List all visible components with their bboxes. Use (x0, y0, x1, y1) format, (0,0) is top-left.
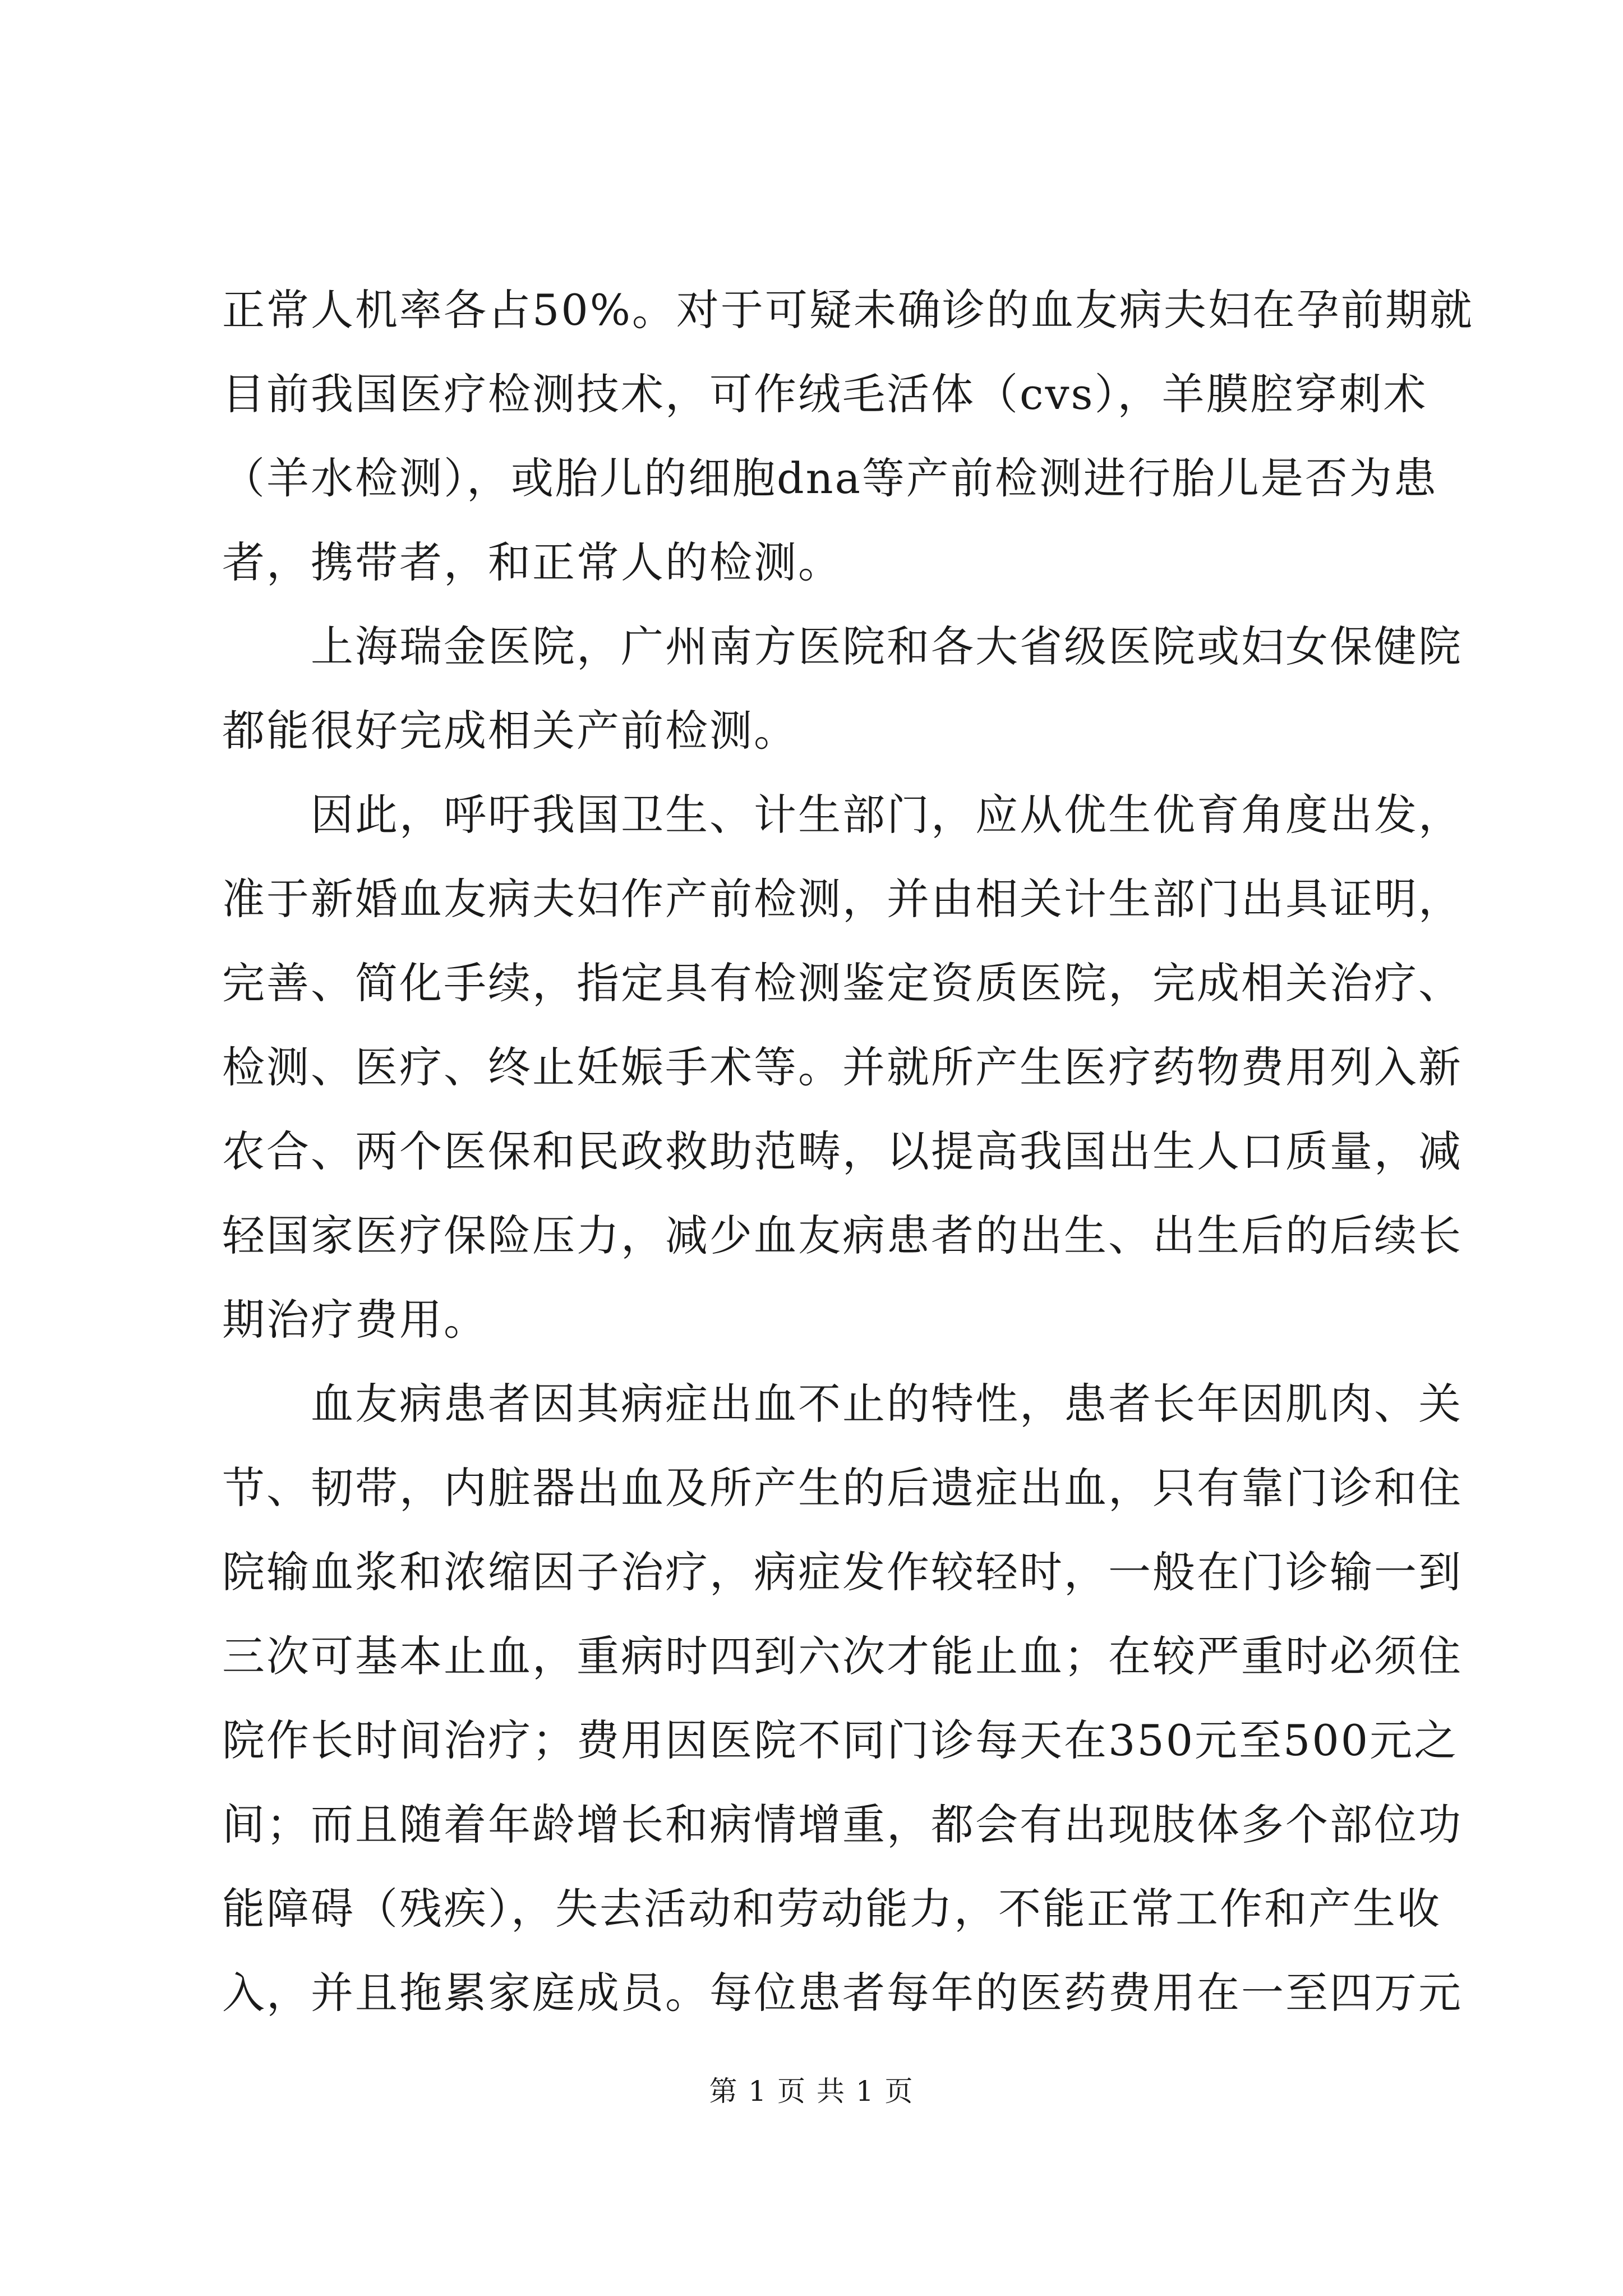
text-line: 目前我国医疗检测技术，可作绒毛活体（cvs），羊膜腔穿刺术 (222, 369, 1428, 419)
text-line: 农合、两个医保和民政救助范畴，以提高我国出生人口质量，减 (222, 1126, 1463, 1176)
text-line: 入，并且拖累家庭成员。每位患者每年的医药费用在一至四万元 (222, 1968, 1463, 2018)
text-line: 都能很好完成相关产前检测。 (222, 706, 798, 756)
text-line: （羊水检测），或胎儿的细胞dna等产前检测进行胎儿是否为患 (222, 453, 1438, 503)
text-line: 准于新婚血友病夫妇作产前检测，并由相关计生部门出具证明， (222, 874, 1463, 924)
text-line: 正常人机率各占50%。对于可疑未确诊的血友病夫妇在孕前期就 (222, 285, 1474, 335)
text-line: 三次可基本止血，重病时四到六次才能止血；在较严重时必须住 (222, 1631, 1463, 1681)
text-line: 因此，呼吁我国卫生、计生部门，应从优生优育角度出发， (222, 790, 1463, 840)
text-line: 检测、医疗、终止妊娠手术等。并就所产生医疗药物费用列入新 (222, 1042, 1463, 1092)
text-line: 上海瑞金医院，广州南方医院和各大省级医院或妇女保健院 (222, 622, 1463, 671)
text-line: 者，携带者，和正常人的检测。 (222, 537, 842, 587)
document-body (222, 268, 1474, 2035)
text-line: 间；而且随着年龄增长和病情增重，都会有出现肢体多个部位功 (222, 1800, 1463, 1849)
text-line: 院作长时间治疗；费用因医院不同门诊每天在350元至500元之 (222, 1715, 1459, 1765)
text-line: 院输血浆和浓缩因子治疗，病症发作较轻时，一般在门诊输一到 (222, 1547, 1463, 1597)
text-line: 节、韧带，内脏器出血及所产生的后遗症出血，只有靠门诊和住 (222, 1463, 1463, 1513)
text-line: 能障碍（残疾），失去活动和劳动能力，不能正常工作和产生收 (222, 1884, 1441, 1934)
text-line: 期治疗费用。 (222, 1295, 488, 1345)
text-line: 轻国家医疗保险压力，减少血友病患者的出生、出生后的后续长 (222, 1211, 1463, 1260)
text-line: 血友病患者因其病症出血不止的特性，患者长年因肌肉、关 (222, 1379, 1463, 1429)
text-line: 完善、简化手续，指定具有检测鉴定资质医院，完成相关治疗、 (222, 958, 1463, 1008)
page-footer: 第 1 页 共 1 页 (709, 2075, 914, 2108)
